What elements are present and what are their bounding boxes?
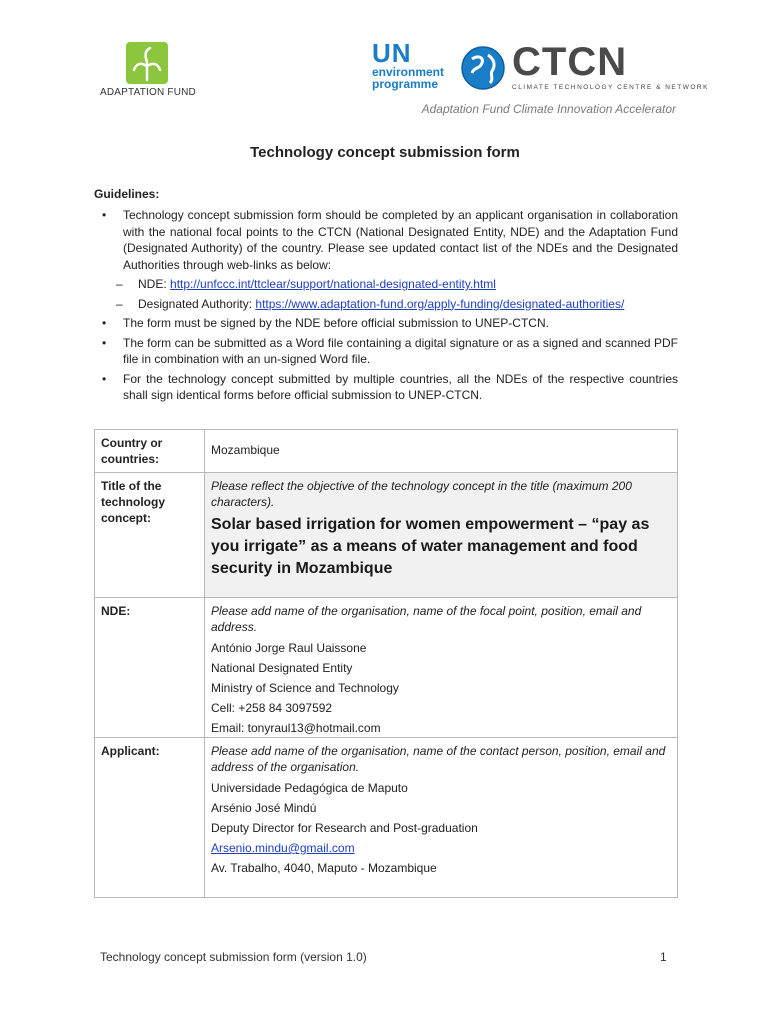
guideline-item (94, 371, 678, 404)
leaf-icon (126, 42, 168, 84)
nde-link[interactable]: http://unfccc.int/ttclear/support/national-designated-entity.html (170, 277, 496, 291)
un-logo-line1: environment (372, 65, 445, 79)
bullet: • (102, 316, 107, 330)
guidelines-heading: Guidelines: (94, 187, 160, 201)
nde-link-label: NDE: (138, 277, 171, 291)
guideline-text: The form must be signed by the NDE before official submission to UNEP-CTCN. (123, 316, 549, 330)
nde-name: António Jorge Raul Uaissone (211, 641, 367, 655)
bullet: • (102, 371, 107, 386)
concept-title: Solar based irrigation for women empowerment – “pay as you irrigate” as a means of water management and food security in Mozambique (211, 516, 650, 577)
applicant-email-link[interactable]: Arsenio.mindu@gmail.com (211, 841, 355, 855)
table-row-applicant (95, 738, 677, 898)
ctcn-logo-big: CTCN (512, 40, 628, 84)
globe-icon (460, 45, 506, 91)
guideline-subitem-da (94, 296, 678, 313)
un-logo-line2: programme (372, 77, 439, 91)
page-number: 1 (660, 950, 667, 964)
guideline-text: For the technology concept submitted by multiple countries, all the NDEs of the respective countries shall sign identical forms before official submission to UNEP-CTCN. (123, 371, 678, 402)
title-label: Title of the technology concept: (95, 473, 205, 597)
dash: – (116, 277, 123, 291)
table-row-nde (95, 598, 677, 738)
adaptation-fund-logo (100, 42, 200, 98)
guideline-subitem-nde (94, 276, 678, 293)
guideline-text: The form can be submitted as a Word file containing a digital signature or as a signed and scanned PDF file in combination with an un-signed Word file. (123, 335, 678, 366)
document-title: Technology concept submission form (250, 144, 520, 161)
applicant-position: Deputy Director for Research and Post-graduation (211, 821, 478, 835)
footer-title: Technology concept submission form (version 1.0) (100, 950, 367, 964)
accelerator-subtitle: Adaptation Fund Climate Innovation Accelerator (421, 102, 676, 116)
un-logo-big: UN (372, 38, 412, 68)
applicant-organisation: Universidade Pedagógica de Maputo (211, 781, 408, 795)
applicant-hint: Please add name of the organisation, name of the contact person, position, email and address of the organisation. (211, 744, 666, 774)
ctcn-logo (512, 40, 709, 91)
nde-cell (205, 598, 677, 737)
adaptation-fund-text: ADAPTATION FUND (100, 87, 196, 98)
title-cell (205, 473, 677, 597)
nde-hint: Please add name of the organisation, name of the focal point, position, email and address. (211, 604, 642, 634)
concept-info-table (94, 429, 678, 898)
title-hint: Please reflect the objective of the technology concept in the title (maximum 200 characters). (211, 479, 632, 509)
dash: – (116, 296, 123, 311)
guideline-item (94, 315, 678, 332)
guideline-item (94, 207, 678, 273)
guideline-item (94, 335, 678, 368)
applicant-contact-name: Arsénio José Mindú (211, 801, 317, 815)
designated-authority-link[interactable]: https://www.adaptation-fund.org/apply-funding/designated-authorities/ (255, 296, 625, 311)
da-link-label: Designated Authority: (138, 296, 256, 311)
country-label: Country or countries: (95, 430, 205, 472)
guidelines-list (94, 207, 678, 407)
nde-label: NDE: (95, 598, 205, 737)
guideline-text: Technology concept submission form should be completed by an applicant organisation in collaboration with the national focal points to the CTCN (National Designated Entity, NDE) and the Adaptation Fund (Designated Authority) of the country. Please see updated contact list of the NDEs and the Designated Authorities through web-links as below: (123, 208, 678, 272)
nde-cell-phone: Cell: +258 84 3097592 (211, 701, 333, 715)
table-row-country (95, 430, 677, 473)
nde-email: Email: tonyraul13@hotmail.com (211, 721, 381, 735)
bullet: • (102, 335, 107, 350)
ctcn-logo-subtitle: CLIMATE TECHNOLOGY CENTRE & NETWORK (512, 84, 709, 91)
country-value: Mozambique (211, 443, 280, 457)
applicant-address: Av. Trabalho, 4040, Maputo - Mozambique (211, 861, 437, 875)
nde-role: National Designated Entity (211, 661, 353, 675)
bullet: • (102, 208, 107, 222)
applicant-label: Applicant: (95, 738, 205, 898)
nde-organisation: Ministry of Science and Technology (211, 681, 399, 695)
table-row-title (95, 473, 677, 598)
applicant-cell (205, 738, 677, 898)
un-environment-logo (372, 40, 452, 90)
